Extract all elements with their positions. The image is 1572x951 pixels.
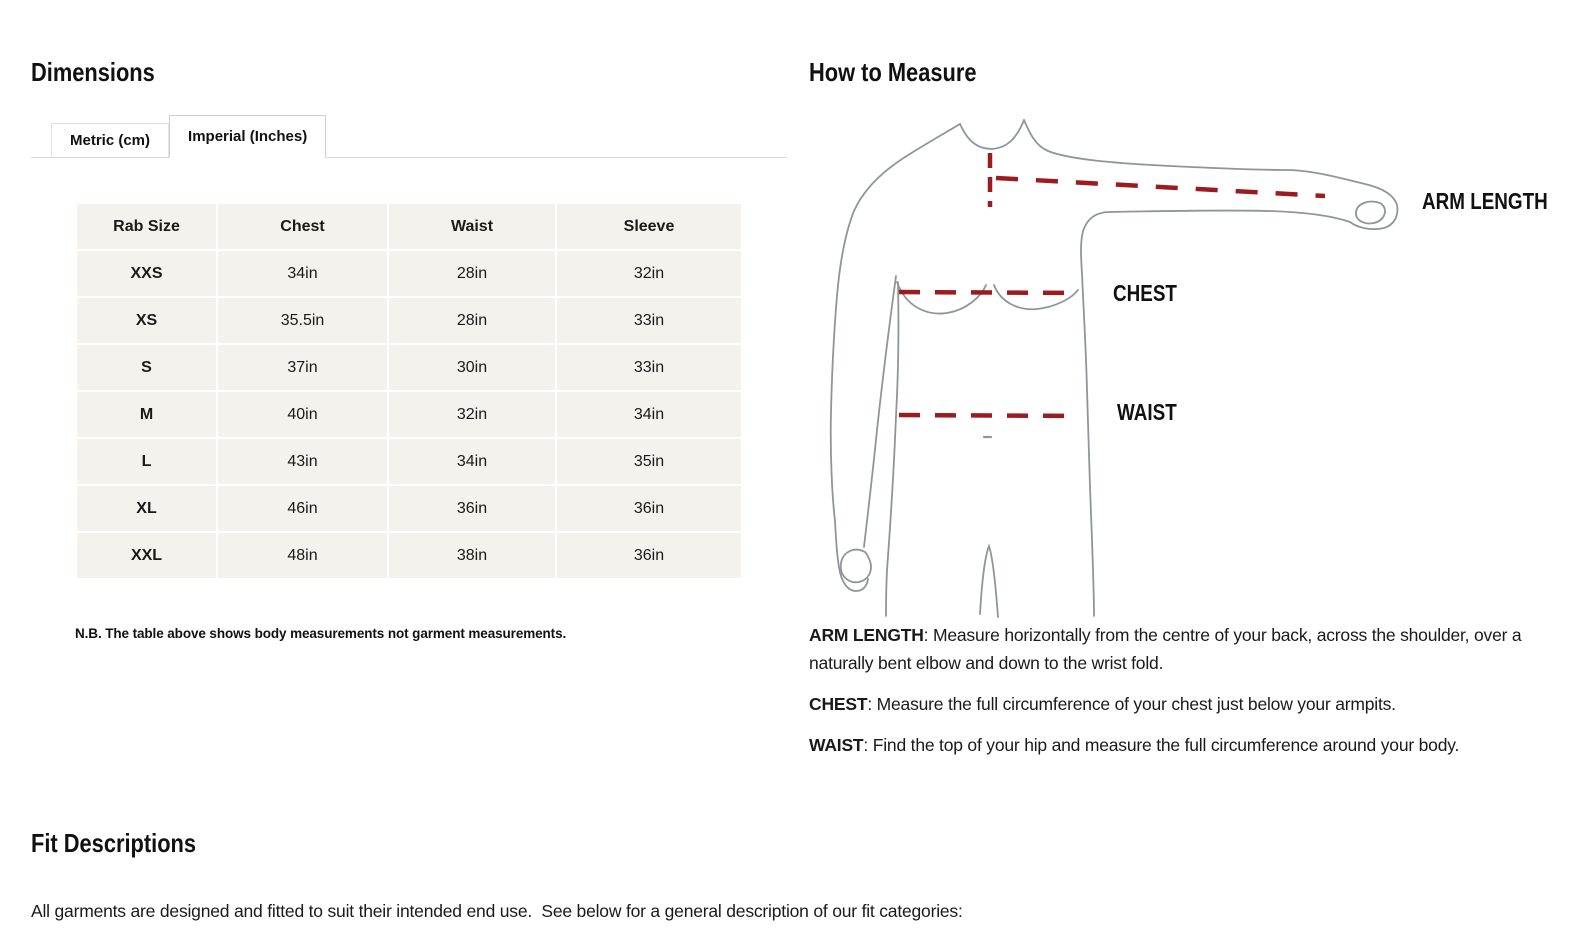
- tab-imperial-inches-label: Imperial (Inches): [188, 128, 308, 145]
- cell-waist: 30in: [388, 344, 556, 391]
- body-outline-figure: [810, 100, 1572, 625]
- table-row: [76, 485, 742, 532]
- table-row: [76, 532, 742, 579]
- waist-measure-line: [899, 415, 1077, 416]
- col-header-chest: Chest: [217, 203, 388, 250]
- cell-waist: 34in: [388, 438, 556, 485]
- cell-sleeve: 32in: [556, 250, 742, 297]
- cell-sleeve: 36in: [556, 532, 742, 579]
- table-row: [76, 438, 742, 485]
- cell-chest: 40in: [217, 391, 388, 438]
- table-row: [76, 250, 742, 297]
- table-row: [76, 297, 742, 344]
- cell-size: S: [76, 344, 217, 391]
- cell-sleeve: 35in: [556, 438, 742, 485]
- waist-term: WAIST: [809, 735, 864, 755]
- figure-left-hand-curl: [841, 550, 871, 583]
- arm-length-text: : Measure horizontally from the centre of your back, across the shoulder, over a naturally bent elbow and down to the wrist fold.: [809, 625, 1522, 673]
- cell-waist: 36in: [388, 485, 556, 532]
- waist-description: [809, 731, 1564, 759]
- chest-term: CHEST: [809, 694, 868, 714]
- arm-length-description: [809, 621, 1564, 677]
- size-table: [75, 202, 743, 580]
- measurements-note: N.B. The table above shows body measurements not garment measurements.: [75, 625, 567, 641]
- figure-left-side: [831, 124, 960, 591]
- col-header-waist: Waist: [388, 203, 556, 250]
- tab-metric-cm[interactable]: [51, 123, 169, 157]
- chest-description: [809, 690, 1564, 718]
- cell-waist: 28in: [388, 297, 556, 344]
- cell-size: XL: [76, 485, 217, 532]
- cell-chest: 34in: [217, 250, 388, 297]
- table-header-row: [76, 203, 742, 250]
- col-header-rab-size: Rab Size: [76, 203, 217, 250]
- cell-sleeve: 33in: [556, 344, 742, 391]
- figure-right-pec: [994, 285, 1078, 309]
- fit-descriptions-title-text: Fit Descriptions: [31, 828, 197, 858]
- figure-left-pec: [897, 282, 986, 314]
- fit-descriptions-title: [31, 828, 227, 858]
- figure-neck: [960, 120, 1024, 149]
- cell-size: XXL: [76, 532, 217, 579]
- unit-tabs: [31, 114, 787, 158]
- tab-metric-cm-label: Metric (cm): [70, 131, 151, 149]
- size-table-body: [76, 250, 742, 579]
- cell-size: L: [76, 438, 217, 485]
- cell-size: XS: [76, 297, 217, 344]
- arm-length-label: ARM LENGTH: [1422, 188, 1548, 214]
- waist-text: : Find the top of your hip and measure the full circumference around your body.: [863, 735, 1460, 755]
- chest-measure-line: [899, 292, 1078, 293]
- how-to-measure-title: [809, 57, 1008, 87]
- cell-sleeve: 36in: [556, 485, 742, 532]
- figure-crotch: [980, 546, 998, 617]
- cell-chest: 35.5in: [217, 297, 388, 344]
- table-row: [76, 391, 742, 438]
- figure-right-arm-and-side: [1024, 120, 1397, 616]
- arm-length-term: ARM LENGTH: [809, 625, 924, 645]
- dimensions-title-text: Dimensions: [31, 57, 155, 87]
- figure-right-hand-curl: [1356, 202, 1385, 224]
- cell-waist: 28in: [388, 250, 556, 297]
- cell-size: XXS: [76, 250, 217, 297]
- chest-label: CHEST: [1113, 280, 1177, 306]
- fit-descriptions-intro: All garments are designed and fitted to suit their intended end use. See below for a general description of our fit categories:: [31, 900, 963, 921]
- dimensions-title: [31, 57, 178, 87]
- table-row: [76, 344, 742, 391]
- cell-size: M: [76, 391, 217, 438]
- cell-chest: 48in: [217, 532, 388, 579]
- cell-chest: 46in: [217, 485, 388, 532]
- col-header-sleeve: Sleeve: [556, 203, 742, 250]
- cell-sleeve: 33in: [556, 297, 742, 344]
- cell-sleeve: 34in: [556, 391, 742, 438]
- measurement-diagram: [810, 100, 1572, 625]
- chest-text: : Measure the full circumference of your chest just below your armpits.: [867, 694, 1396, 714]
- tab-imperial-inches[interactable]: [169, 115, 326, 158]
- cell-chest: 37in: [217, 344, 388, 391]
- cell-waist: 38in: [388, 532, 556, 579]
- cell-waist: 32in: [388, 391, 556, 438]
- measure-descriptions: [809, 621, 1564, 772]
- cell-chest: 43in: [217, 438, 388, 485]
- arm-length-measure-line: [996, 178, 1325, 196]
- waist-label: WAIST: [1117, 399, 1177, 425]
- size-table-header: [76, 203, 742, 250]
- how-to-measure-title-text: How to Measure: [809, 57, 977, 87]
